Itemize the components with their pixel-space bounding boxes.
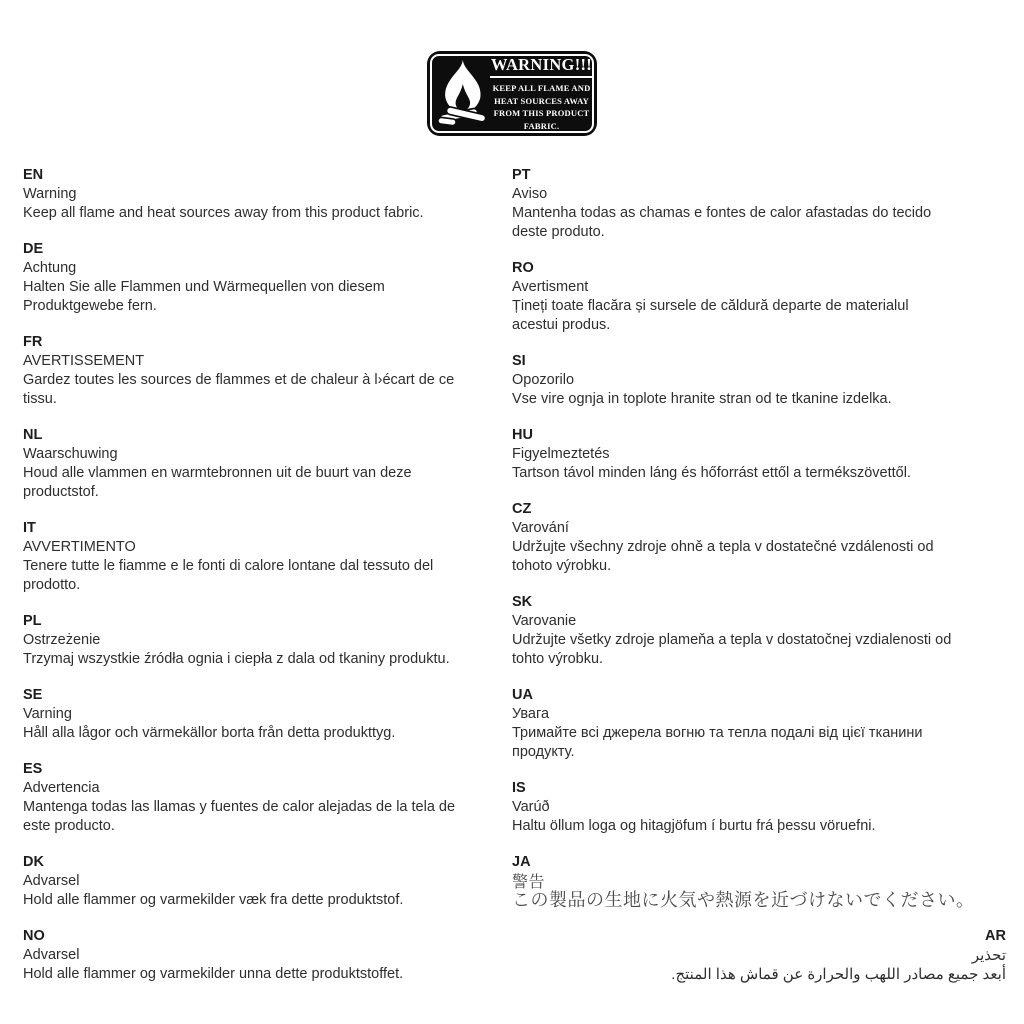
- warning-title: Ostrzeżenie: [23, 632, 101, 648]
- language-code: PL: [23, 613, 42, 629]
- language-block-pt: [512, 166, 1006, 242]
- language-block-no: [23, 927, 497, 984]
- warning-text-line: tohto výrobku.: [512, 651, 604, 667]
- language-block-si: [512, 352, 1006, 409]
- language-block-is: [512, 779, 1006, 836]
- warning-text-line: أبعد جميع مصادر اللهب والحرارة عن قماش هذا المنتج.: [671, 966, 1006, 983]
- warning-title: Waarschuwing: [23, 446, 118, 462]
- language-code: NO: [23, 928, 45, 944]
- warning-text-line: Mantenga todas las llamas y fuentes de calor alejadas de la tela de: [23, 799, 456, 815]
- warning-text-line: tohoto výrobku.: [512, 558, 612, 574]
- warning-badge-line: FABRIC.: [523, 120, 560, 131]
- language-block-cz: [512, 500, 1006, 576]
- language-code: ES: [23, 761, 43, 777]
- language-code: NL: [23, 427, 43, 443]
- language-block-hu: [512, 426, 1006, 483]
- warning-title: Figyelmeztetés: [512, 446, 610, 462]
- language-block-se: [23, 686, 497, 743]
- warning-text-line: Håll alla lågor och värmekällor borta från detta produkttyg.: [23, 725, 396, 741]
- warning-text-line: この製品の生地に火気や熱源を近づけないでください。: [512, 890, 975, 911]
- language-block-fr: [23, 333, 497, 409]
- language-code: PT: [512, 167, 531, 183]
- warning-text-line: productstof.: [23, 484, 99, 500]
- warning-title: Achtung: [23, 260, 77, 276]
- warning-text-line: este producto.: [23, 818, 115, 834]
- language-block-de: [23, 240, 497, 316]
- language-code: JA: [512, 854, 531, 870]
- language-code: SI: [512, 353, 526, 369]
- language-code: IT: [23, 520, 36, 536]
- language-block-ua: [512, 686, 1006, 762]
- warning-badge-frame: [430, 54, 594, 133]
- warning-text-line: Udržujte všetky zdroje plameňa a tepla v dostatočnej vzdialenosti od: [512, 632, 952, 648]
- warning-title: Warning: [23, 186, 77, 202]
- warning-title: Advertencia: [23, 780, 100, 796]
- language-block-pl: [23, 612, 497, 669]
- language-column-left: [23, 166, 497, 1001]
- warning-title: تحذير: [971, 947, 1006, 964]
- warning-title: Varning: [23, 706, 72, 722]
- warning-title: Varúð: [512, 799, 550, 815]
- language-code: DE: [23, 241, 44, 257]
- warning-title: Varování: [512, 520, 569, 536]
- language-code: CZ: [512, 501, 532, 517]
- warning-badge-line: HEAT SOURCES AWAY: [494, 95, 589, 106]
- warning-text-line: acestui produs.: [512, 317, 611, 333]
- warning-badge-text: [490, 55, 598, 132]
- warning-title: Advarsel: [23, 947, 80, 963]
- warning-text-line: Tartson távol minden láng és hőforrást ettől a termékszövettől.: [512, 465, 911, 481]
- warning-text-line: Trzymaj wszystkie źródła ognia i ciepła z dala od tkaniny produktu.: [23, 651, 450, 667]
- warning-text-line: tissu.: [23, 391, 57, 407]
- warning-text-line: Halten Sie alle Flammen und Wärmequellen von diesem: [23, 279, 385, 295]
- warning-text-line: Haltu öllum loga og hitagjöfum í burtu frá þessu vöruefni.: [512, 818, 876, 834]
- warning-title: 警告: [512, 872, 546, 891]
- warning-text-line: Gardez toutes les sources de flammes et de chaleur à l›écart de ce: [23, 372, 455, 388]
- warning-badge-line: FROM THIS PRODUCT: [493, 108, 590, 118]
- warning-text-line: Hold alle flammer og varmekilder unna dette produktstoffet.: [23, 966, 404, 982]
- language-block-ro: [512, 259, 1006, 335]
- warning-badge: [427, 51, 597, 136]
- language-code: UA: [512, 687, 533, 703]
- warning-text-line: deste produto.: [512, 224, 605, 240]
- language-block-es: [23, 760, 497, 836]
- warning-text-line: Houd alle vlammen en warmtebronnen uit de buurt van deze: [23, 465, 412, 481]
- warning-text-line: продукту.: [512, 744, 575, 760]
- warning-title: AVERTISSEMENT: [23, 353, 145, 369]
- campfire-icon: [432, 58, 490, 130]
- warning-title: Aviso: [512, 186, 548, 202]
- warning-text-line: Mantenha todas as chamas e fontes de calor afastadas do tecido: [512, 205, 932, 221]
- warning-title: Varovanie: [512, 613, 577, 629]
- warning-title: Avertisment: [512, 279, 589, 295]
- language-block-ar: [512, 927, 1006, 984]
- warning-title: AVVERTIMENTO: [23, 539, 136, 555]
- language-code: SE: [23, 687, 43, 703]
- warning-text-line: Hold alle flammer og varmekilder væk fra dette produktstof.: [23, 892, 404, 908]
- warning-title: Увага: [512, 706, 550, 722]
- warning-text-line: Тримайте всі джерела вогню та тепла подалі від цієї тканини: [512, 725, 923, 741]
- warning-badge-title: WARNING!!!: [490, 55, 593, 78]
- language-block-en: [23, 166, 497, 223]
- warning-text-line: Produktgewebe fern.: [23, 298, 157, 314]
- language-code: HU: [512, 427, 533, 443]
- language-code: AR: [985, 928, 1006, 944]
- language-block-dk: [23, 853, 497, 910]
- warning-badge-line: KEEP ALL FLAME AND: [492, 83, 591, 93]
- language-block-it: [23, 519, 497, 595]
- language-block-sk: [512, 593, 1006, 669]
- warning-text-line: prodotto.: [23, 577, 81, 593]
- language-code: RO: [512, 260, 534, 276]
- language-code: SK: [512, 594, 533, 610]
- language-code: IS: [512, 780, 526, 796]
- warning-text-line: Keep all flame and heat sources away from this product fabric.: [23, 205, 424, 221]
- language-block-nl: [23, 426, 497, 502]
- warning-text-line: Udržujte všechny zdroje ohně a tepla v dostatečné vzdálenosti od: [512, 539, 934, 555]
- warning-text-line: Țineți toate flacăra și sursele de căldură departe de materialul: [512, 298, 909, 314]
- language-code: DK: [23, 854, 44, 870]
- warning-title: Opozorilo: [512, 372, 575, 388]
- language-code: EN: [23, 167, 44, 183]
- warning-text-line: Vse vire ognja in toplote hranite stran od te tkanine izdelka.: [512, 391, 892, 407]
- language-code: FR: [23, 334, 43, 350]
- language-block-ja: [512, 853, 1006, 910]
- warning-title: Advarsel: [23, 873, 80, 889]
- language-column-right: [512, 166, 1006, 1001]
- warning-text-line: Tenere tutte le fiamme e le fonti di calore lontane dal tessuto del: [23, 558, 434, 574]
